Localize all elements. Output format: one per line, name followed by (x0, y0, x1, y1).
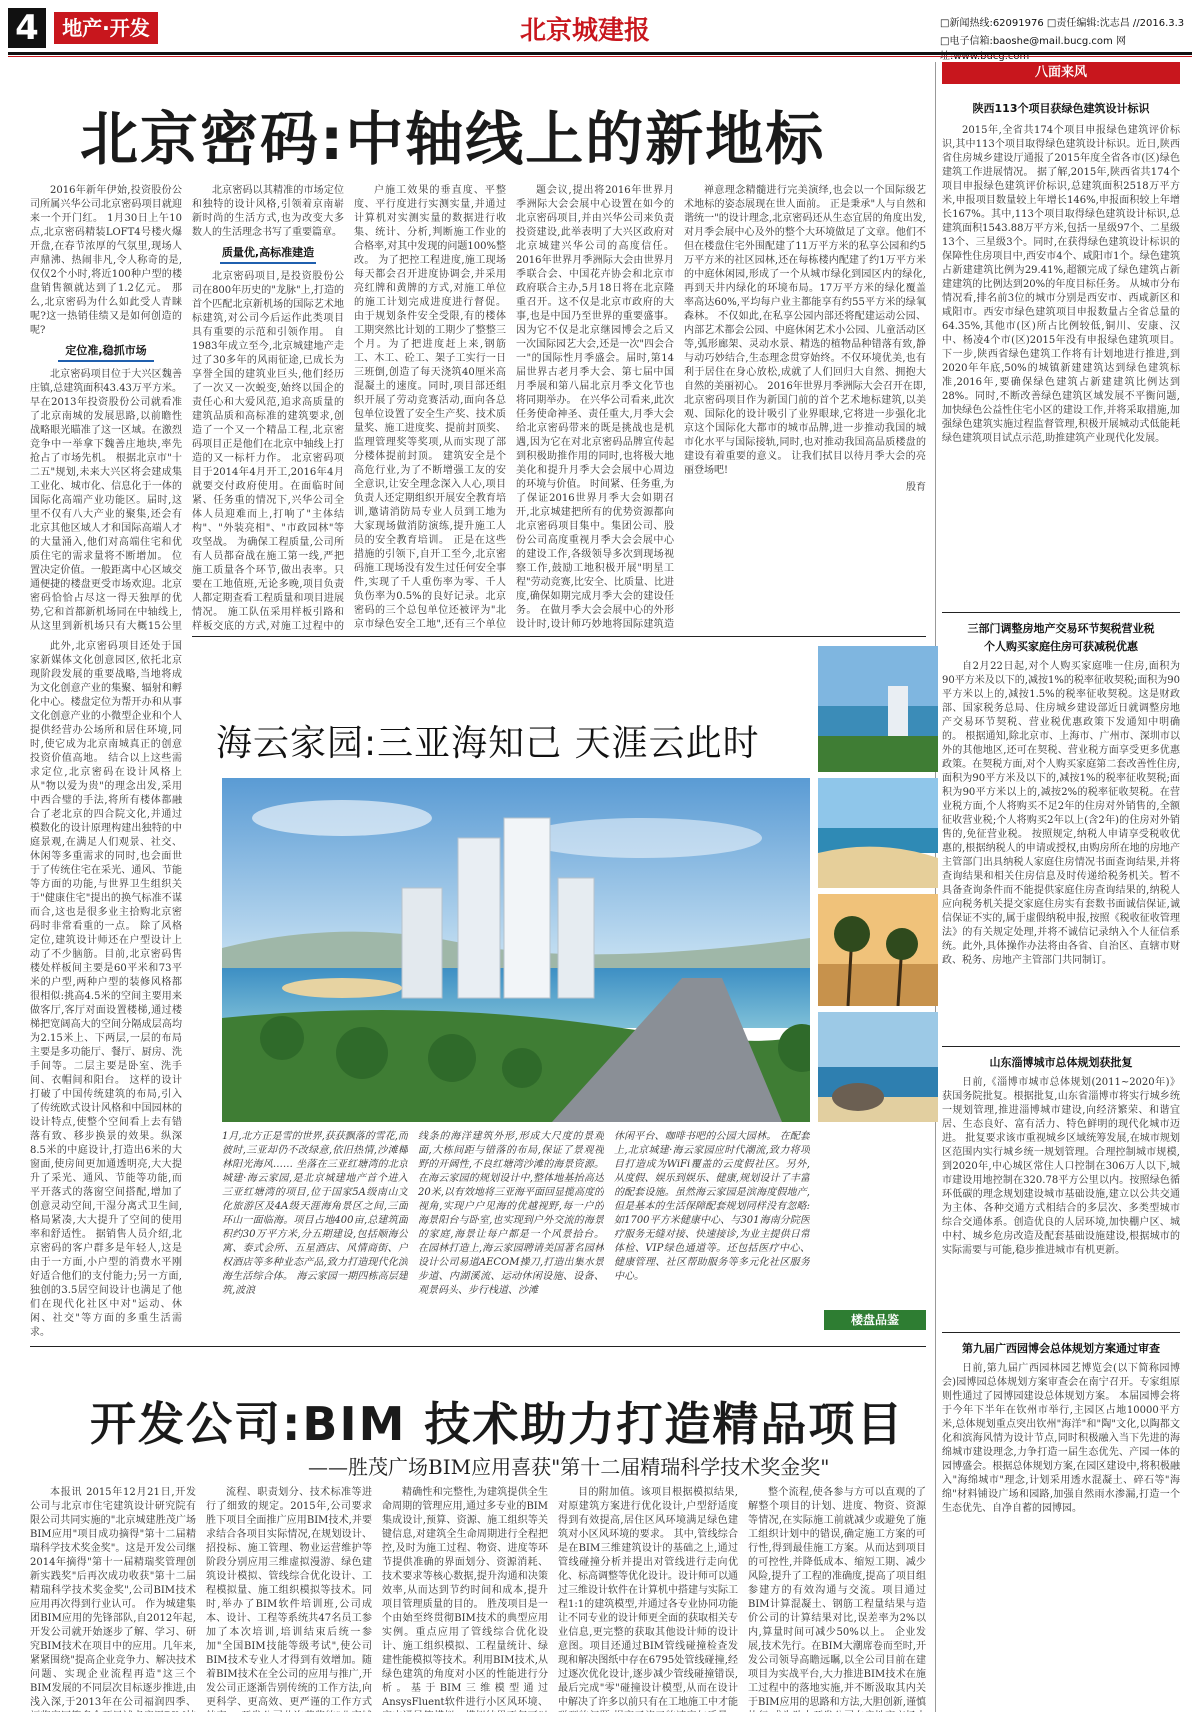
story1-column-6 (684, 184, 926, 632)
story3-headline: 开发公司:BIM 技术助力打造精品项目 (90, 1397, 905, 1451)
story2-caption-3: 休闲平台、咖啡书吧的公园大园林。 在配套上,北京城建·海云家园应时代潮流,致力将项目打造成为WiFi覆盖的云度假社区。另外,从度假、娱乐到娱乐、健康,规划设计了丰富的配套设施。虽然海云家园是滨海度假地产,但是基本的生活保障配套规划同样没有忽略:如1700平方米健康中心、与301海南分院医疗服务无缝对接、快速接诊,为业主提供日常体检、VIP绿色通道等。还包括医疗中心、健康管理、社区帮助服务等多元化社区服务中心。 (614, 1131, 810, 1282)
resort-rendering-image (222, 778, 810, 1122)
meta-line-2: □电子信箱:baoshe@mail.bucg.com 网 (940, 36, 1126, 47)
tag-property-review: 楼盘品鉴 (824, 1310, 926, 1330)
story1-column-1 (30, 184, 182, 632)
header-rule-red (8, 56, 1192, 57)
sidebar-news2-title-2: 个人购买家庭住房可获减税优惠 (984, 640, 1138, 653)
sidebar-news3-text: 日前,《淄博市城市总体规划(2011~2020年)》获国务院批复。根据批复,山东省淄博市将实行城乡统一规划管理,推进淄博城市建设,向经济繁荣、和谐宜居、生态良好、富有活力、特色鲜明的现代化城市迈进。 批复要求该市重视城乡区域统筹发展,在城市规划区范围内实行城乡统一规划管理。合理控制城市规模,到2020年,中心城区常住人口控制在306万人以下,城市建设用地控制在320.78平方公里以内。按照绿色循环低碳的理念规划建设城市基础设施,建立以公共交通为主体、各种交通方式相结合的多层次、多类型城市综合交通体系。创造优良的人居环境,加快棚户区、城中村、城乡危房改造及配套基础设施建设,根据城市的实际需要与可能,稳步推进城市有机更新。 (942, 1077, 1180, 1256)
sidebar-news4-text: 日前,第九届广西园林园艺博览会(以下简称园博会)园博园总体规划方案审查会在南宁召开。专家组原则性通过了园博园建设总体规划方案。 本届园博会将于今年下半年在钦州市举行,主园区占地10000平方米,总体规划重点突出钦州"海洋"和"陶"文化,以陶都文化和滨海风情为设计节点,同时积极融入当下先进的海绵城市建设理念,力争打造一届生态优先、产园一体的园博盛会。根据总体规划方案,在园区建设中,将积极融入"海绵城市"理念,计划采用透水混凝土、碎石等"海绵"材料铺设广场和园路,加强自然雨水渗漏,打造一个生态优先、自净自蓄的园博园。 (942, 1363, 1180, 1514)
story1-col1-text: 2016年新年伊始,投资股份公司所属兴华公司北京密码项目就迎来一个开门红。 1月30日上午10点,北京密码精装LOFT4号楼火爆开盘,在春节浓厚的气氛里,现场人声鼎沸、热闹非凡,令人称奇的是,仅仅2个小时,将近100种户型的楼盘销售额就达到了1.2亿元。 那么,北京密码为什么如此受人青睐呢?这一热销佳绩又是如何创造的呢? (30, 185, 182, 336)
story2-headline: 海云家园:三亚海知己 天涯云此时 (216, 723, 760, 764)
story3-col4-text: 目的附加值。该项目根据模拟结果,对原建筑方案进行优化设计,户型舒适度得到有效提高,居住区风环境满足绿色建筑对小区风环境的要求。 其中,管线综合是在BIM三维建筑设计的基础之上,通过管线碰撞分析并提出对管线进行走向优化、标高调整等优化设计。设计师可以通过三维设计软件在计算机中搭建与实际工程1:1的建筑模型,并通过各专业协同功能让不同专业的设计师更全面的获取相关专业信息,更完整的获取其他设计师的设计意图。项目还通过BIM管线碰撞检查发现和解决图纸中存在6795处管线碰撞,经过逐次优化设计,逐步减少管线碰撞错误,最后完成"零"碰撞设计模型,从而在设计中解决了许多以前只有在工地施工中才能 (558, 1487, 738, 1708)
story3-col5-text: 整个流程,使各参与方可以直观的了解整个项目的计划、进度、物资、资源等情况,在实际施工前就减少或避免了施工组织计划中的错误,确定施工方案的可行性,得到最佳施工方案。从而达到项目的可控性,并降低成本、缩短工期、减少风险,提升了工程的准确度,提高了项目组参建方的有效沟通与交流。项目通过BIM计算混凝土、钢筋工程量结果与造价公司的计算结果对比,误差率为2%以内,算量时间可减少50%以上。 企业发展,技术先行。在BIM大潮席卷而至时,开发公司领导高瞻远瞩,以全公司目前在建项目为实战平台,大力推进BIM技术在施工过程中的落地实施,并不断汲取其内关于BIM应用的思路和方法,大胆创新,谨慎 (748, 1487, 926, 1708)
sidebar-rule-3 (942, 1332, 1180, 1333)
story1-column-2 (30, 640, 182, 1382)
story1-col2-text: 此外,北京密码项目还处于国家新媒体文化创意园区,依托北京现阶段发展的重要战略,当地将成为文化创意产业的集聚、辐射和孵化中心。楼盘定位为帮开办和从事文化创意产业的小微型企业和个人提供经营办公场所和居住环境,同时,使它成为北京南城真正的创意投资价值高地。 结合以上这些需求定位,北京密码在设计风格上从"物以爱为贵"的理念出发,采用中西合璧的手法,将所有楼体都融合了老北京的四合院文化,并通过模数化的设计原理构建出独特的中庭景观,在满足人们观景、社交、休闲等多重需求的同时,也会面世于了传统住宅在采光、通风、节能等方面的功能,与世界卫生组织关于"健康住宅"提出的换气标准不谋而合,这也是很多业主拾购北京密码时非常看重的一点。 除了风格定位,建筑设计师还在户型设计上动了不少脑筋。目前,北京密码售楼处样板间主要是60平米和73平米的户型,两种户型的装修风格都很相似:挑高4.5米的空间主要用来做客厅,客厅对面设置楼梯,通过楼梯把宽阔高大的空间分隔成层高均为2.15米上、下两层,一层的布局主要是多功能厅、餐厅、厨房、洗手间等。二层主要是卧室、洗手间、衣帽间和阳台。 这样的设计打破了中国传统建筑的布局,引入了传统欧式设计风格和中国园林的设计特点,使整个空间看上去有错落有致、移步换景的效果。纵深8.5米的中庭设计,打造出6米的大窗面,使房间更加通透明亮,大大提升了采光、通风、节能等功能,而平开落式的落窗空间搭配,增加了创意灵动空间,干湿分离式卫生间,格局紧凑,大大提升了空间的使用率和舒适性。 据销售人员介绍,北京密码的客户群多是年轻人,这是由于一方面,小户型的消费水平刚好适合他们的支付能力;另一方面,独创的3.5居空间设计也满足了他们在现代化社区中对"运动、休闲、社交"等方面的多重生活需求。 (30, 641, 182, 1338)
story1-col4a-text: 户施工效果的垂直度、平整度、平行度进行实测实量,并通过计算机对实测实量的数据进行收集、统计、分析,判断施工作业的合格率,对其中发现的问题100%整改。 为了把控工程进度,施工现场每天都会召开进度协调会,并采用亮红牌和黄牌的方式,对施工单位的施工计划完成进度进行督促。 由于规划条件安全受限,有的楼体工期突然比计划的工期少了整整三个月。为了把进度赶上来,钢筋工、木工、砼工、架子工实行一日三班倒,创造了每天浇筑40厘米高混凝土的速度。同时,项目部还组织开展了劳动竞赛活动,面向各总包单位设置了安全生产奖、技术质量奖、施工进度奖、提前封顶奖、监理管理奖等奖项,从而实现了部分楼体提前封顶。 建筑安全是个高危行业,为了不断增强工友的安全意识,让安全理念深入人心,项目负责人还定期组织开展安全教育培训,邀请消防局专业人员到工地为大家现场做消防演练,提升施工人员的安全教育培训。 正是在这些措施的引领下,自开工至今,北京密码施工现场没有发生过任何安全事件,实现了千人重伤率为零、千人负伤率为0.5%的良好记录。北京密码的三个总包单位还被评为"北京市绿色安全工地",还有三个单位 (354, 185, 506, 630)
story3-column-4 (558, 1486, 738, 1712)
header-rule (8, 52, 1192, 55)
thumbnail-1 (818, 646, 938, 772)
masthead: 北京城建报 (520, 16, 651, 46)
story3-col1-text: 本报讯 2015年12月21日,开发公司与北京市住宅建筑设计研究院有限公司共同实施的"北京城建胜茂广场BIM应用"项目成功摘得"第十二届精瑞科学技术奖金奖"。这是开发公司继2014年摘得"第十一届精瑞奖管理创新实践奖"后再次成功收获"第十二届精瑞科学技术奖金奖",公司BIM技术应用再次得到行业认可。 作为城建集团BIM应用的先锋部队,自2012年起,开发公司就开始逐步了解、学习、研究BIM技术在项目中的应用。几年来,紧紧围绕"提高企业竞争力、解决技术问题、实现企业流程再造"这三个BIM发展的不同层次目标逐步推进,由浅入深,于2013年在公司福润四季、 (30, 1487, 196, 1708)
page-number: 4 (8, 8, 46, 48)
story3-col2-text: 流程、职责划分、技术标准等进行了细致的规定。2015年,公司要求胜下项目全面推广应用BIM技术,并要求结合各项目实际情况,在规划设计、招投标、施工管理、物业运营维护等阶段分别应用三维虚拟漫游、绿色建筑设计模拟、管线综合优化设计、工程模拟量、施工组织模拟等技术。同时,举办了BIM软件培训班,公司成本、设计、工程等系统共47名员工参加了本次培训,培训结束后统一参加"全国BIM技能等级考试",使公司BIM技术专业人才得到有效增加。随着BIM技术在全公司的应用与推广,开发公司正逐渐告别传统的工作方法,向更科学、更高效、更严谨的工作方式 (206, 1487, 372, 1708)
story1-col5-text: 题会议,提出将2016年世界月季洲际大会会展中心设置在如今的北京密码项目,并由兴华公司来负责投资建设,此举表明了大兴区政府对北京城建兴华公司的高度信任。 2016年世界月季洲际大会由世界月季联合会、中国花卉协会和北京市政府联合主办,5月18日将在北京隆重召开。这不仅是北京市政府的大事,也是中国乃至世界的重要盛事。因为它不仅是北京继园博会之后又一次国际园艺大会,还是一次"四会合一"的国际性月季盛会。届时,第14届世界古老月季大会、第七届中国月季展和第八届北京月季文化节也将同期举办。 在兴华公司看来,此次任务使命神圣、责任重大,月季大会给北京密码带来的既是挑战也是机遇,因为它在对北京密码品牌宣传起到积极助推作用的同时,也将极大地美化和提升月季大会会展中心周边的环境与价值。 时间紧、任务重,为了保证2016世界月季大会如期召开,北京城建把所有的优势资源都向北京密码项目集中。集团公司、股份公司高度重视月季大会会展中心的建设工作,各级领导多次到现场视察工作,鼓励工地积极开展"明星工程"劳动竞赛,比安全、比质量、比进度,确保如期完成月季大会的建设任务。 在做月季大会会展中心的外形设计时,设计师巧妙地将国际建筑造 (516, 185, 674, 630)
sidebar-news4-title: 第九届广西园博会总体规划方案通过审查 (962, 1342, 1160, 1355)
story1-headline: 北京密码:中轴线上的新地标 (80, 105, 826, 173)
sidebar-tag: 八面来风 (942, 62, 1180, 84)
story1-column-4 (354, 184, 506, 632)
thumbnail-4 (818, 1012, 938, 1122)
story1-col1b-text: 北京密码项目位于大兴区魏善庄镇,总建筑面积43.43万平方米。早在2013年投资股份公司就看准了北京南城的发展思路,以前瞻性战略眼光瞄准了这一区域。在激烈竞争中一举拿下魏善庄地块,率先抢占了市场先机。 根据北京市"十二五"规划,未来大兴区将会建成集工业化、城市化、信息化于一体的国际化高端产业功能区。届时,这里不仅有八大产业的聚集,还会有北京其他区域人才和国际高端人才的大量涌入,他们对高端住宅和优质住宅的需求量将不断增加。 位置决定价值。一般距离中心区域交通便捷的楼盘更受市场欢迎。北京密码恰恰占尽这一得天独厚的优势,它和首都新机场同在中轴线上,从这里到新机场只有大概15公里 (30, 369, 182, 632)
story2-top-rule (192, 636, 926, 637)
meta-line-1: □新闻热线:62091976 □责任编辑:沈志昌 //2016.3.3 (940, 18, 1185, 29)
sidebar-news1-body (942, 124, 1180, 604)
sidebar-news2-text: 自2月22日起,对个人购买家庭唯一住房,面积为90平方米及以下的,减按1%的税率征收契税;面积为90平方米以上的,减按1.5%的税率征收契税。这是财政部、国家税务总局、住房城乡建设部近日就调整房地产交易环节契税、营业税优惠政策下发通知中明确的。 根据通知,除北京市、上海市、广州市、深圳市以外的其他地区,还可在契税、营业税方面享受更多优惠政策。在契税方面,对个人购买家庭第二套改善性住房,面积为90平方米及以下的,减按1%的税率征收契税;面积为90平方米以上的,减按2%的税率征收契税。在营业税方面,个人将购买不足2年的住房对外销售的,全额征收营业税;个人将购买2年以上(含2年)的住房对外销售的,免征营业税。 按照规定,纳税人申请享受税收优惠的,根据纳税人的申请或授权,由购房所在地的房地产主管部门出具纳税人家庭住房情况书面查询结果,并将查询结果和相关住房信息及时传递给税务机关。暂不具备查询条件而不能提供家庭住房查询结果的,纳税人应向税务机关提交家庭住房实有套数书面诚信保证,诚信保证不实的,属于虚假纳税申报,按照《税收征收管理法》的有关规定处理,并将不诚信记录纳入个人征信系统。此外,具体操作办法将由各省、自治区、直辖市财政、税务、房地产主管部门共同制订。 (942, 661, 1180, 966)
sidebar-news3-body (942, 1076, 1180, 1324)
sidebar-news1-text: 2015年,全省共174个项目申报绿色建筑评价标识,其中113个项目取得绿色建筑设计标识。近日,陕西省住房城乡建设厅通报了2015年度全省各市(区)绿色建筑工作进展情况。 据了解,2015年,陕西省共174个项目申报绿色建筑评价标识,总建筑面积2518万平方米,申报项目数量较上年增长146%,申报面积较上年增长167%。其中,113个项目取得绿色建筑设计标识,总建筑面积1543.88万平方米,包括一星级97个、二星级13个、三星级3个。同时,在获得绿色建筑设计标识的保障性住房项目中,西安市4个、咸阳市1个。绿色建筑占新建建筑比例为29.41%,超额完成了绿色建筑占新建建筑的比例达到20%的年度目标任务。 从城市分布情况看,排名前3位的城市分别是西安市、西咸新区和咸阳市。西安市绿色建筑项目申报数量占全省总量的64.35%,其他市(区)所占比例较低,铜川、安康、汉中、杨凌4个市(区)2015年没有申报绿色建筑项目。 下一步,陕西省绿色建筑工作将有计划地进行推进,到2020年年底,50%的城镇新建建筑达到绿色建筑标准,2016年,要确保绿色建筑占新建建筑比例达到28%。同时,不断改善绿色建筑区域发展不平衡问题,加快绿色公益性住宅小区的建设工作,并将采取措施,加强绿色建筑实施过程监督管理,积极开展城动式低能耗绿色建筑项目试点示范,助推建筑产业现代化发展。 (942, 125, 1180, 444)
story1-subhead-1: 定位准,稳抓市场 (58, 344, 154, 362)
story1-col3a-text: 北京密码以其精准的市场定位和独特的设计风格,引领着京南崭新时尚的生活方式,也为改变大多数人的生活理念书写了重要篇章。 (192, 185, 344, 238)
sidebar-news4-body (942, 1362, 1180, 1712)
section-tag: 地产·开发 (54, 12, 158, 44)
palm-icon (818, 894, 938, 1006)
sidebar-news1-title: 陕西113个项目获绿色建筑设计标识 (972, 102, 1150, 115)
story3-column-5 (748, 1486, 926, 1712)
story2-caption-2: 线条的海洋建筑外形,形成大尺度的景观面,大栋间距与错落的布局,保证了景观视野的开阔性,不良红塘湾沙滩的海景资源。在海云家园的规划设计中,整体地基抬高达20米,以有效地将三亚海平面回显揽高度的视角,实现户户见海的优越视野,每一户的海景阳台与卧室,也实现到户外交流的海景的家庭,海景让每户都是一个风景拾台。 在园林打造上,海云家园聘请美国著名园林设计公司易道AECOM操刀,打造出集水景步道、内湖溪流、运动休闲设施、设备、观景码头、步行栈道、沙滩 (418, 1131, 604, 1296)
sidebar-news2-title: 三部门调整房地产交易环节契税营业税 (967, 622, 1155, 635)
story1-col6-text: 禅意理念精髓进行完美演绎,也会以一个国际级艺术地标的姿态展现在世人面前。 正是秉承"人与自然和谐统一"的设计理念,北京密码还从生态宜居的角度出发,对月季会展中心及外的整个大环境做足了文章。他们不但在楼盘住宅外围配建了11万平方米的私享公园和约5万平方米的社区园林,还在每栋楼内配建了约1万平方米的中庭休闲园,形成了一个从城市绿化到园区内的绿化,再到天井内绿化的环境布局。17万平方米的绿化覆盖率高达60%,平均每户业主都能享有约55平方米的绿氧森林。 不仅如此,在私享公园内部还将配建运动公园、内部艺术都会公园、中庭休闲艺术小公园、儿童活动区等,弧形廊架、灵动水景、精选的植物品种错落有致,静与动巧妙结合,生态理念贯穿始终。不仅环境优美,也有利于居住在身心放松,成就了人们回归大自然、拥抱大自然的美丽初心。 2016年世界月季洲际大会召开在即,北京密码项目作为新国门前的首个艺术地标建筑,以美观、国际化的设计吸引了业界眼球,它将进一步强化北京这个国际化大都市的城市品牌,进一步推动我国的城市化水平与国际接轨,同时,也对推动我国高品质楼盘的建设有着重要的意义。 让我们拭目以待月季大会的亮丽登场吧! (684, 185, 926, 476)
sidebar-news2-body (942, 660, 1180, 1040)
story3-subheadline: ——胜茂广场BIM应用喜获"第十二届精瑞科学技术奖金奖" (308, 1455, 830, 1479)
story1-column-5 (516, 184, 674, 632)
story1-subhead-2: 质量优,高标准建造 (220, 246, 316, 264)
story3-column-2 (206, 1486, 372, 1712)
sidebar-news3-title: 山东淄博城市总体规划获批复 (989, 1056, 1133, 1069)
sidebar-rule-1 (942, 612, 1180, 613)
story3-column-1 (30, 1486, 196, 1712)
story1-column-3 (192, 184, 344, 632)
story1-byline: 殷育 (906, 482, 926, 493)
rocks-icon (818, 1012, 938, 1122)
seaside-icon (818, 646, 938, 772)
story3-column-3 (382, 1486, 548, 1712)
story2-caption-1: 1月,北方正是雪的世界,获获飘落的雪花,而彼时,三亚却仍不改绿意,依旧热情,沙滩椰林阳光海风…… 坐落在三亚红塘湾的北京城建·海云家园,是北京城建地产首个进入三亚红塘湾的项目,位于国家5A级南山文化旅游区及4A级天涯海角景区之间,三面环山一面临海。项目占地400亩,总建筑面积约30万平方米,分五期建设,包括顺海公寓、泰式会所、五星酒店、风情商街、户权酒店等多种业态产品,致力打造现代化滨海生活综合体。 海云家园一期四栋高层建筑,波浪 (222, 1131, 408, 1296)
main-photo (222, 778, 810, 1122)
story3-col3-text: 精确性和完整性,为建筑提供全生命周期的管理应用,通过多专业的BIM集成设计,预算、资源、施工组织等关键信息,对建筑全生命周期进行全程把控,及时为施工过程、物资、进度等环节提供准确的界面划分、资源消耗、技术要求等核心数据,提升沟通和决策效率,从而达到节约时间和成本,提升项目管理质量的目的。 胜茂项目是一个由始至终贯彻BIM技术的典型应用实例。重点应用了管线综合优化设计、施工组织模拟、工程量统计、绿建性能模拟等技术。利用BIM技术,从绿色建筑的角度对小区的性能进行分析。基于BIM三维模型通过AnsysFluent软件进行小区风环境、 (382, 1487, 548, 1708)
sidebar-rule-2 (942, 1046, 1180, 1047)
beach-icon (818, 778, 938, 888)
thumbnail-2 (818, 778, 938, 888)
story1-col3b-text: 北京密码项目,是投资股份公司在800年历史的"龙脉"上,打造的首个匹配北京新机场的国际艺术地标建筑,对公司今后运作此类项目具有重要的示范和引领作用。 自1983年成立至今,北京城建地产走过了30多年的风雨征途,已成长为享誉全国的建筑业巨头,他们经历了一次又一次蜕变,始终以国企的责任心和大爱风范,追求高质量的建筑品质和高标准的建筑要求,创造了一个又一个精品工程,北京密码项目正是他们在北京中轴线上打造的又一标杆力作。 北京密码项目于2014年4月开工,2016年4月就要交付政府使用。在面临时间紧、任务重的情况下,兴华公司全体人员迎难而上,打响了"主体结构"、"外装亮相"、"市政园林"等攻坚战。 为确保工程质量,公司所有人员都奋战在施工第一线,严把施工质量各个环节,做出表率。只要在工地值班,无论多晚,项目负责人都定期查看工程质量和项目进展情况。 施工队伍采用样板引路和样板交底的方式,对施工过程中的 (192, 271, 344, 632)
thumbnail-3 (818, 894, 938, 1006)
story3-top-rule (30, 1346, 926, 1347)
